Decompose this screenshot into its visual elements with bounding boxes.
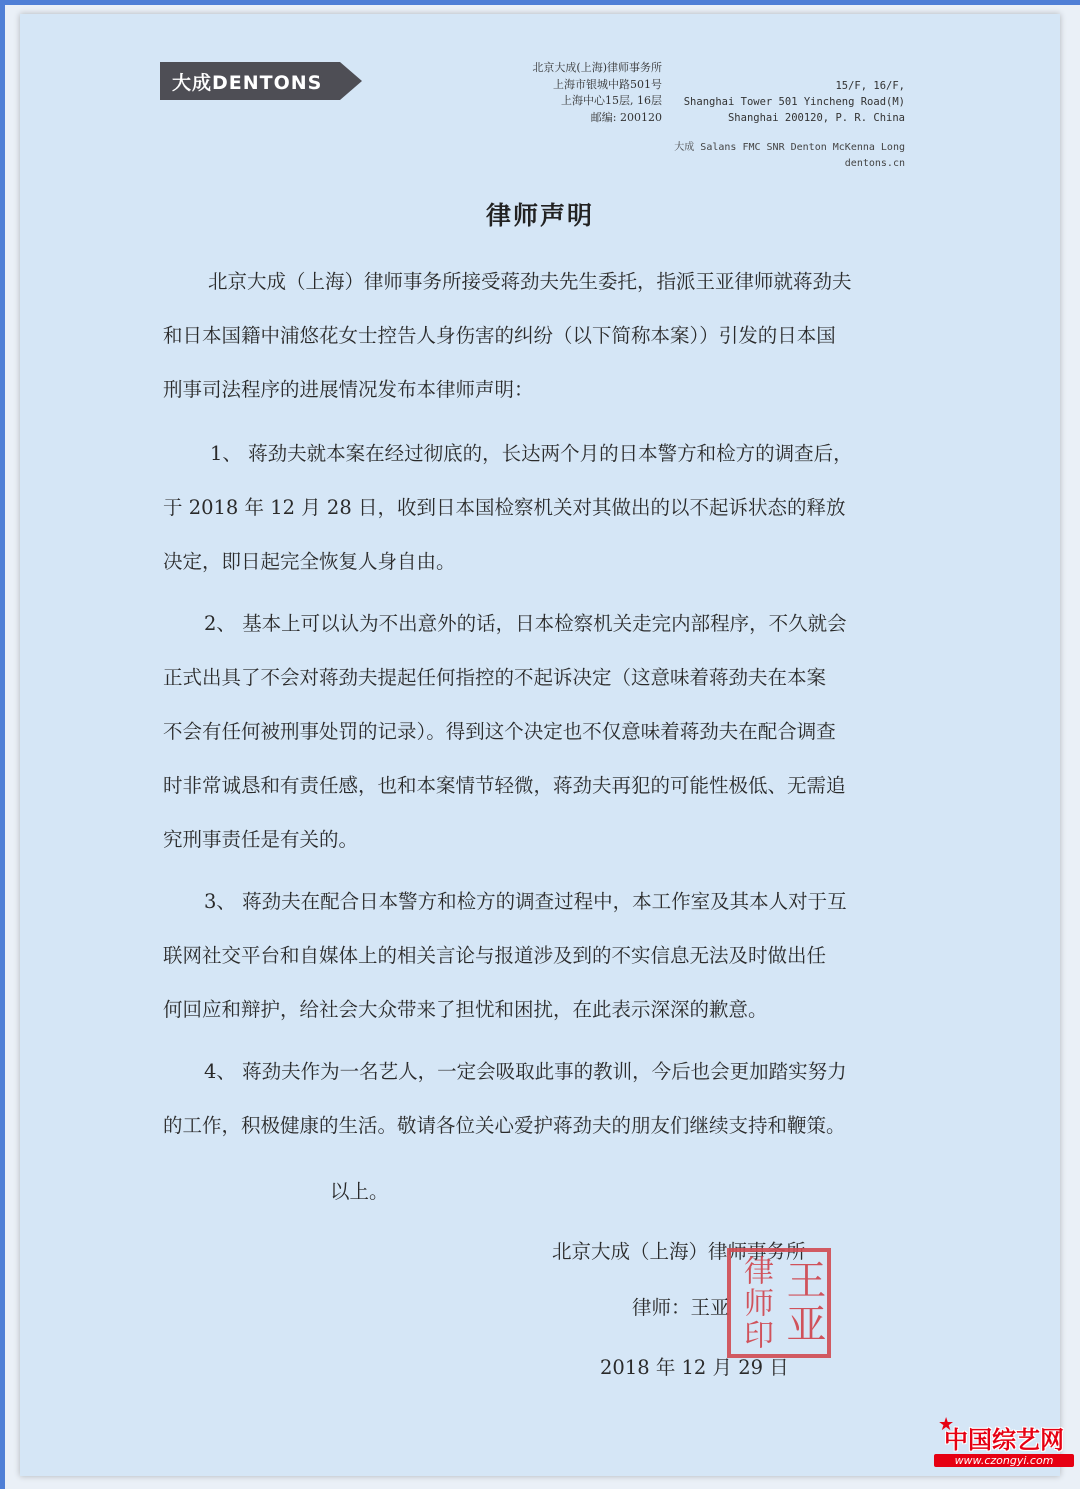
signature-lawyer: 律师：王亚: [632, 1296, 730, 1319]
lawyer-seal: [727, 1248, 831, 1358]
firm-network: [560, 140, 905, 172]
address-cn-line: 上海市银城中路501号: [553, 77, 662, 91]
address-en-line: Shanghai 200120, P. R. China: [727, 112, 905, 124]
paragraph-line: 1、 蒋劲夫就本案在经过彻底的，长达两个月的日本警方和检方的调查后，: [210, 442, 853, 465]
paragraph-line: 正式出具了不会对蒋劲夫提起任何指控的不起诉决定（这意味着蒋劲夫在本案: [163, 666, 827, 689]
frame-border-top: [0, 0, 1080, 5]
paragraph-line: 刑事司法程序的进展情况发布本律师声明：: [163, 378, 534, 401]
paragraph-line: 2、 基本上可以认为不出意外的话，日本检察机关走完内部程序，不久就会: [204, 612, 847, 635]
paragraph-line: 的工作，积极健康的生活。敬请各位关心爱护蒋劲夫的朋友们继续支持和鞭策。: [163, 1114, 846, 1137]
paragraph-line: 何回应和辩护，给社会大众带来了担忧和困扰，在此表示深深的歉意。: [163, 998, 768, 1021]
document-paper: [20, 14, 1060, 1476]
site-watermark: [934, 1414, 1074, 1480]
address-en-line: Shanghai Tower 501 Yincheng Road(M): [683, 96, 905, 108]
logo-arrow-icon: [340, 62, 362, 100]
paragraph-line: 4、 蒋劲夫作为一名艺人，一定会吸取此事的教训，今后也会更加踏实努力: [204, 1060, 847, 1083]
address-cn-line: 上海中心15层, 16层: [561, 94, 662, 107]
watermark-name: 中国综艺网: [944, 1426, 1064, 1454]
address-en-line: 15/F, 16/F,: [835, 80, 905, 92]
paragraph-line: 北京大成（上海）律师事务所接受蒋劲夫先生委托，指派王亚律师就蒋劲夫: [208, 270, 852, 293]
seal-right-column: 王亚: [780, 1259, 826, 1347]
address-chinese: [490, 60, 662, 126]
paragraph-line: 联网社交平台和自媒体上的相关言论与报道涉及到的不实信息无法及时做出任: [163, 944, 827, 967]
seal-left-column: 律师印: [738, 1255, 773, 1351]
closing-text: 以上。: [330, 1180, 389, 1203]
address-cn-line: 邮编: 200120: [590, 110, 662, 124]
signature-firm: 北京大成（上海）律师事务所: [552, 1240, 806, 1263]
dentons-logo: 大成DENTONS: [160, 62, 340, 100]
firm-network-names: 大成 Salans FMC SNR Denton McKenna Long: [674, 142, 905, 153]
paragraph-line: 决定，即日起完全恢复人身自由。: [163, 550, 456, 573]
star-icon: ★: [938, 1414, 955, 1435]
paragraph-line: 究刑事责任是有关的。: [163, 828, 359, 851]
paragraph-line: 3、 蒋劲夫在配合日本警方和检方的调查过程中，本工作室及其本人对于互: [204, 890, 847, 913]
watermark-url: www.czongyi.com: [934, 1454, 1074, 1467]
paragraph-line: 不会有任何被刑事处罚的记录）。得到这个决定也不仅意味着蒋劲夫在配合调查: [163, 720, 836, 743]
document-title: 律师声明: [485, 201, 594, 230]
paragraph-line: 于 2018 年 12 月 28 日，收到日本国检察机关对其做出的以不起诉状态的释放: [163, 496, 846, 519]
address-cn-line: 北京大成(上海)律师事务所: [532, 61, 662, 74]
paragraph-line: 和日本国籍中浦悠花女士控告人身伤害的纠纷（以下简称本案））引发的日本国: [163, 324, 836, 347]
address-english: [660, 78, 905, 126]
firm-website: dentons.cn: [844, 158, 905, 169]
signature-date: 2018 年 12 月 29 日: [600, 1356, 789, 1379]
paragraph-line: 时非常诚恳和有责任感，也和本案情节轻微，蒋劲夫再犯的可能性极低、无需追: [163, 774, 846, 797]
